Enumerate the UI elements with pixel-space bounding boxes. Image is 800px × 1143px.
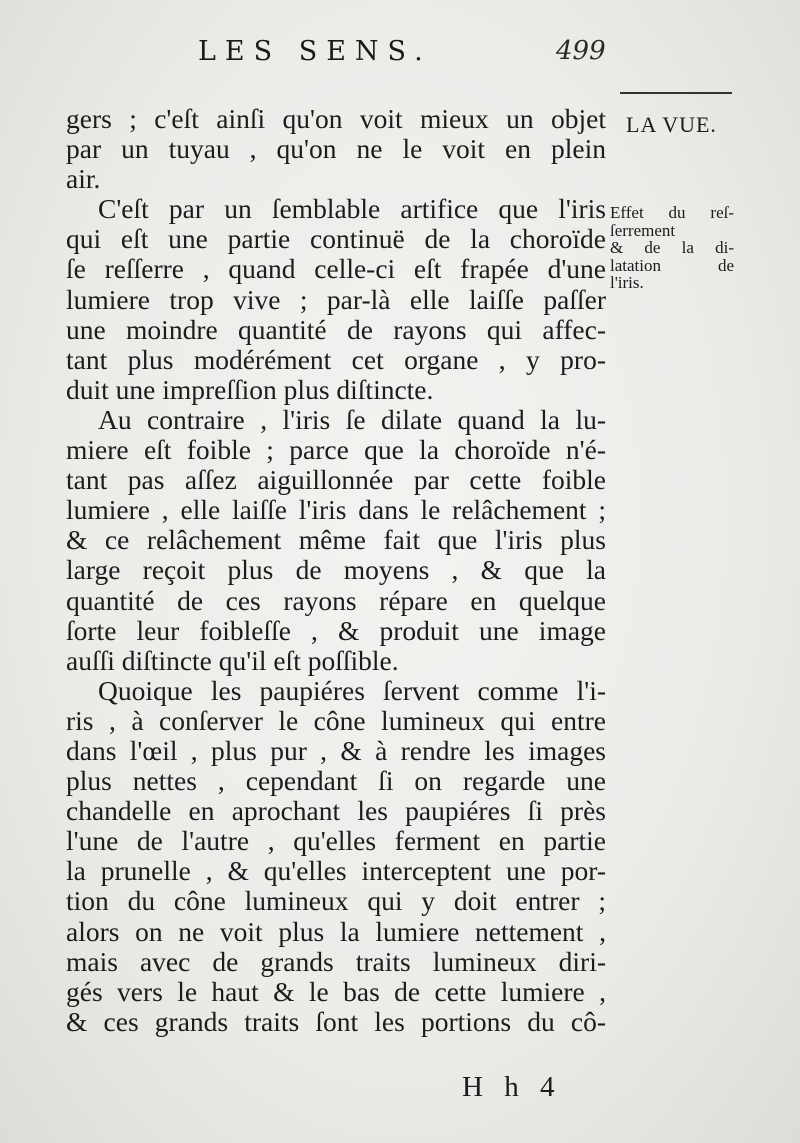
text-line: ſorte leur foibleſſe , & produit une image [66,614,606,646]
text-line: C'eſt par un ſemblable artifice que l'iris [98,193,606,225]
text-line: large reçoit plus de moyens , & que la [66,554,606,586]
text-line: qui eſt une partie continuë de la choroïde [66,223,606,255]
signature-mark: H h 4 [462,1071,562,1103]
text-line: dans l'œil , plus pur , & à rendre les images [66,734,606,766]
text-line: alors on ne voit plus la lumiere nettement , [66,915,606,947]
text-line: plus nettes , cependant ſi on regarde une [66,765,606,797]
margin-note-line: Effet du reſ- [610,203,734,222]
text-line: air. [66,163,101,195]
margin-note-line: l'iris. [610,273,644,292]
text-line: ris , à conſerver le cône lumineux qui entre [66,704,606,736]
text-line: ſe reſſerre , quand celle-ci eſt frapée d'une [66,253,606,285]
text-line: quantité de ces rayons répare en quelque [66,584,606,616]
margin-note-line: latation de [610,255,734,275]
text-line: tant pas aſſez aiguillonnée par cette foible [66,464,606,496]
text-line: la prunelle , & qu'elles interceptent une por- [66,855,606,887]
margin-note-line: ſerrement [610,220,676,240]
page-number: 499 [556,36,606,66]
text-line: & ces grands traits ſont les portions du cô- [66,1005,606,1037]
text-line: l'une de l'autre , qu'elles ferment en partie [66,825,606,857]
text-line: Au contraire , l'iris ſe dilate quand la lu- [98,403,606,435]
text-line: chandelle en aprochant les paupiéres ſi près [66,795,606,827]
text-line: Quoique les paupiéres ſervent comme l'i- [98,674,606,706]
text-line: tant plus modérément cet organe , y pro- [66,343,606,375]
text-line: duit une impreſſion plus diſtincte. [66,373,434,405]
text-line: auſſi diſtincte qu'il eſt poſſible. [66,644,399,676]
section-label: LA VUE. [626,112,717,137]
text-line: par un tuyau , qu'on ne le voit en plein [66,133,606,165]
text-line: tion du cône lumineux qui y doit entrer ; [66,885,606,917]
text-line: lumiere trop vive ; par-là elle laiſſe paſſer [66,283,606,315]
margin-note-line: & de la di- [610,238,734,257]
margin-note [610,204,734,292]
margin-rule [620,92,732,94]
body-text [66,104,606,1037]
text-line: mais avec de grands traits lumineux diri- [66,945,606,977]
running-title: LES SENS. [198,36,432,67]
text-line: lumiere , elle laiſſe l'iris dans le relâchement ; [66,494,606,526]
text-line: gers ; c'eſt ainſi qu'on voit mieux un objet [66,103,606,134]
text-line: & ce relâchement même fait que l'iris plus [66,524,606,556]
text-line: gés vers le haut & le bas de cette lumiere , [66,975,606,1007]
text-line: miere eſt foible ; parce que la choroïde n'é- [66,434,606,466]
text-line: une moindre quantité de rayons qui affec- [66,313,606,345]
